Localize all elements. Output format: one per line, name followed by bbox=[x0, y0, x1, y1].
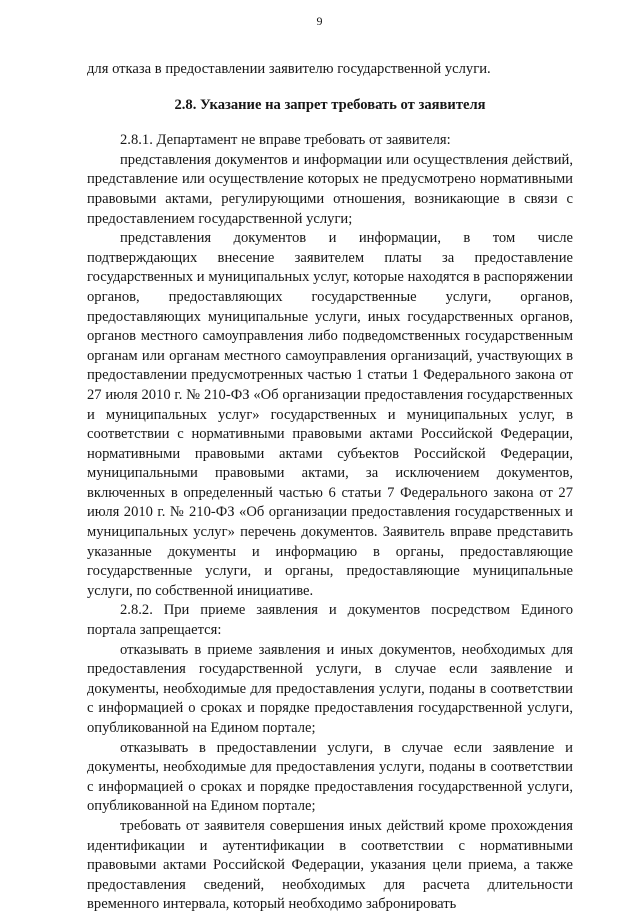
page-number: 9 bbox=[316, 14, 323, 28]
section-title: 2.8. Указание на запрет требовать от заявителя bbox=[174, 96, 486, 113]
paragraph-item: отказывать в приеме заявления и иных документов, необходимых для предоставления государственной услуги, в случае если заявление и документы, необходимые для предоставления услуги, поданы в соответствии с информацией о сроках и порядке предоставления государственной услуги, опубликованной на Едином портале; bbox=[87, 641, 573, 736]
paragraph-item: требовать от заявителя совершения иных действий кроме прохождения идентификации и аутентификации в соответствии с нормативными правовыми актами Российской Федерации, указания цели приема, а также предоставления сведений, необходимых для расчета длительности временного интервала, который необходимо забронировать bbox=[87, 817, 573, 913]
paragraph-item: представления документов и информации, в том числе подтверждающих внесение заявителем платы за предоставление государственных и муниципальных услуг, которые находятся в распоряжении органов, предоставляющих государственные услуги, органов, предоставляющих муниципальные услуги, иных государственных органов, органов местного самоуправления либо подведомственных государственным органам или органам местного самоуправления организаций, участвующих в предоставлении предусмотренных частью 1 статьи 1 Федерального закона от 27 июля 2010 г. № 210-ФЗ «Об организации предоставления государственных и муниципальных услуг» государственных и муниципальных услуг, в соответствии с нормативными правовыми актами Российской Федерации, нормативными правовыми актами субъектов Российской Федерации, муниципальными правовыми актами, за исключением документов, включенных в определенный частью 6 статьи 7 Федерального закона от 27 июля 2010 г. № 210-ФЗ «Об организации предоставления государственных и муниципальных услуг» перечень документов. Заявитель вправе представить указанные документы и информацию в органы, предоставляющие государственные услуги, и органы, предоставляющие муниципальные услуги, по собственной инициативе. bbox=[87, 230, 573, 599]
document-body bbox=[87, 60, 573, 915]
paragraph-item: представления документов и информации или осуществления действий, представление или осуществление которых не предусмотрено нормативными правовыми актами, регулирующими отношения, возникающие в связи с предоставлением государственной услуги; bbox=[87, 151, 573, 227]
paragraph-item: отказывать в предоставлении услуги, в случае если заявление и документы, необходимые для предоставления услуги, поданы в соответствии с информацией о сроках и порядке предоставления государственной услуги, опубликованной на Едином портале; bbox=[87, 739, 573, 815]
continuation-line: для отказа в предоставлении заявителю государственной услуги. bbox=[87, 61, 491, 77]
paragraph-2-8-1: 2.8.1. Департамент не вправе требовать от заявителя: bbox=[120, 132, 451, 149]
paragraph-2-8-2: 2.8.2. При приеме заявления и документов посредством Единого портала запрещается: bbox=[87, 602, 573, 639]
